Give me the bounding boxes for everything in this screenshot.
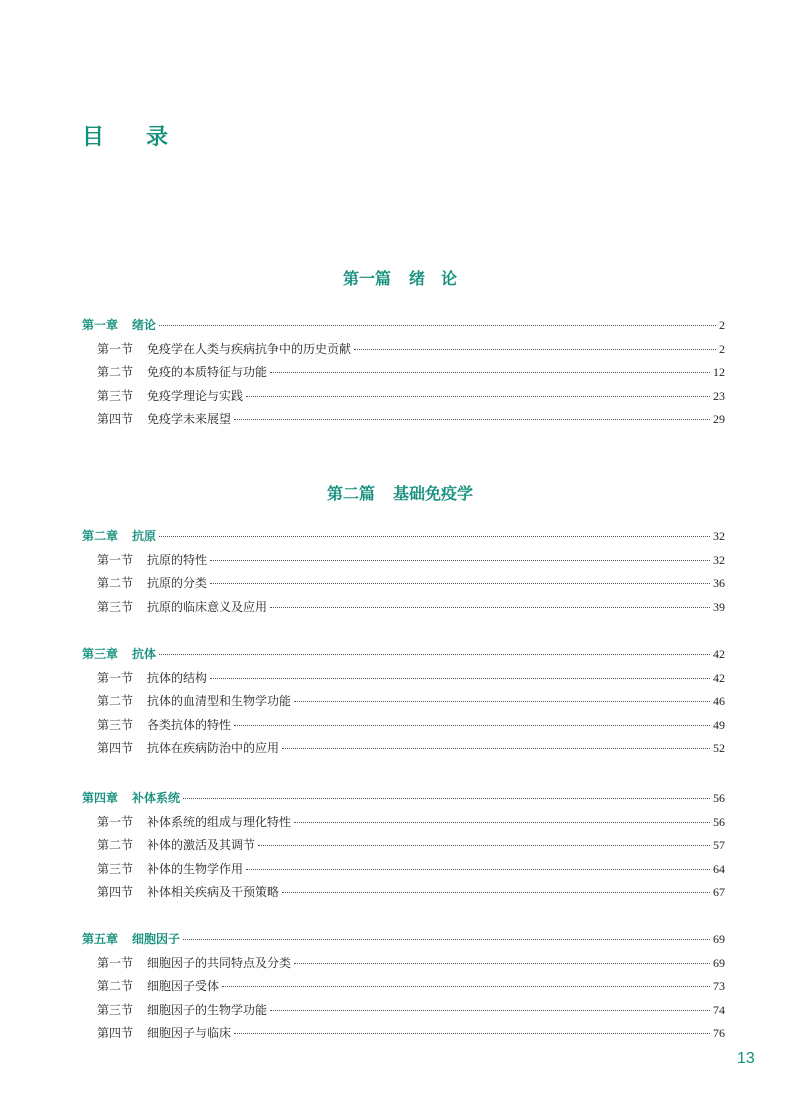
section-title: 免疫学未来展望 <box>147 412 232 426</box>
toc-section-row[interactable] <box>97 410 725 428</box>
section-title: 补体系统的组成与理化特性 <box>147 814 292 829</box>
toc-section-row[interactable] <box>97 836 725 854</box>
section-number: 第四节 <box>97 885 134 899</box>
dot-leader <box>294 963 710 964</box>
dot-leader <box>159 325 716 326</box>
page-ref: 49 <box>713 717 725 732</box>
page-ref: 42 <box>713 670 725 685</box>
dot-leader <box>282 892 710 893</box>
chapter-number: 第三章 <box>82 647 119 661</box>
toc-section-row[interactable] <box>97 363 725 381</box>
dot-leader <box>234 419 710 420</box>
page-ref: 42 <box>713 647 725 661</box>
section-number: 第三节 <box>97 1002 134 1017</box>
page-ref: 23 <box>713 388 725 403</box>
section-number: 第一节 <box>97 955 134 970</box>
dot-leader <box>294 822 710 823</box>
page-ref: 56 <box>713 791 725 805</box>
dot-leader <box>183 939 710 940</box>
toc-chapter-row[interactable] <box>82 930 725 948</box>
dot-leader <box>234 725 710 726</box>
page-title-char: 目 <box>82 125 105 150</box>
page-ref: 64 <box>713 861 725 876</box>
section-title: 各类抗体的特性 <box>147 717 232 732</box>
section-number: 第四节 <box>97 1026 134 1040</box>
section-number: 第二节 <box>97 576 134 590</box>
toc-section-row[interactable] <box>97 813 725 831</box>
part-heading <box>0 266 800 289</box>
section-number: 第一节 <box>97 670 134 685</box>
section-number: 第一节 <box>97 814 134 829</box>
page-ref: 46 <box>713 694 725 708</box>
section-number: 第二节 <box>97 979 134 993</box>
chapter-title: 抗体 <box>132 647 157 661</box>
toc-section-row[interactable] <box>97 1001 725 1019</box>
page-ref: 57 <box>713 838 725 852</box>
toc-section-row[interactable] <box>97 954 725 972</box>
chapter-number: 第一章 <box>82 318 119 332</box>
chapter-title: 补体系统 <box>132 791 181 805</box>
page-number: 13 <box>737 1050 755 1067</box>
section-title: 细胞因子的共同特点及分类 <box>147 955 292 970</box>
toc-chapter-row[interactable] <box>82 527 725 545</box>
section-title: 抗原的特性 <box>147 552 208 567</box>
section-number: 第四节 <box>97 741 134 755</box>
part-name: 基础免疫学 <box>393 484 474 503</box>
dot-leader <box>210 560 710 561</box>
page-ref: 69 <box>713 955 725 970</box>
section-title: 抗体的血清型和生物学功能 <box>147 694 292 708</box>
chapter-number: 第五章 <box>82 932 119 946</box>
section-title: 补体相关疾病及干预策略 <box>147 885 280 899</box>
toc-section-row[interactable] <box>97 598 725 616</box>
section-title: 免疫学理论与实践 <box>147 388 244 403</box>
dot-leader <box>246 396 710 397</box>
toc-section-row[interactable] <box>97 551 725 569</box>
section-title: 抗原的临床意义及应用 <box>147 599 268 614</box>
dot-leader <box>246 869 710 870</box>
section-number: 第二节 <box>97 694 134 708</box>
dot-leader <box>354 349 716 350</box>
page-ref: 36 <box>713 576 725 590</box>
toc-chapter-row[interactable] <box>82 645 725 663</box>
section-title: 细胞因子的生物学功能 <box>147 1002 268 1017</box>
section-number: 第二节 <box>97 838 134 852</box>
section-number: 第三节 <box>97 861 134 876</box>
dot-leader <box>159 536 710 537</box>
toc-section-row[interactable] <box>97 669 725 687</box>
page-title-char: 录 <box>146 125 169 150</box>
toc-section-row[interactable] <box>97 739 725 757</box>
dot-leader <box>234 1033 710 1034</box>
page-ref: 74 <box>713 1002 725 1017</box>
page-ref: 69 <box>713 932 725 946</box>
dot-leader <box>282 748 710 749</box>
page-ref: 76 <box>713 1026 725 1040</box>
dot-leader <box>159 654 710 655</box>
section-number: 第二节 <box>97 365 134 379</box>
dot-leader <box>183 798 710 799</box>
part-label: 第一篇 <box>342 269 391 288</box>
page-ref: 2 <box>719 318 725 332</box>
section-number: 第一节 <box>97 341 134 356</box>
toc-section-row[interactable] <box>97 977 725 995</box>
section-title: 细胞因子与临床 <box>147 1026 232 1040</box>
page-ref: 56 <box>713 814 725 829</box>
section-title: 补体的激活及其调节 <box>147 838 256 852</box>
chapter-title: 细胞因子 <box>132 932 181 946</box>
toc-chapter-row[interactable] <box>82 316 725 334</box>
dot-leader <box>210 678 710 679</box>
section-title: 抗体在疾病防治中的应用 <box>147 741 280 755</box>
toc-section-row[interactable] <box>97 1024 725 1042</box>
dot-leader <box>270 1010 710 1011</box>
chapter-title: 绪论 <box>132 318 157 332</box>
section-number: 第一节 <box>97 552 134 567</box>
toc-section-row[interactable] <box>97 860 725 878</box>
section-number: 第三节 <box>97 717 134 732</box>
section-number: 第三节 <box>97 388 134 403</box>
page-ref: 73 <box>713 979 725 993</box>
section-title: 免疫的本质特征与功能 <box>147 365 268 379</box>
dot-leader <box>294 701 710 702</box>
toc-section-row[interactable] <box>97 692 725 710</box>
dot-leader <box>258 845 710 846</box>
section-title: 细胞因子受体 <box>147 979 220 993</box>
page-ref: 39 <box>713 599 725 614</box>
part-heading <box>0 481 800 504</box>
page-ref: 12 <box>713 365 725 379</box>
part-name: 绪 论 <box>409 269 458 288</box>
chapter-number: 第四章 <box>82 791 119 805</box>
section-title: 补体的生物学作用 <box>147 861 244 876</box>
dot-leader <box>210 583 710 584</box>
toc-chapter-row[interactable] <box>82 789 725 807</box>
toc-section-row[interactable] <box>97 387 725 405</box>
page-ref: 32 <box>713 552 725 567</box>
dot-leader <box>270 607 710 608</box>
page-ref: 52 <box>713 741 725 755</box>
section-number: 第四节 <box>97 412 134 426</box>
dot-leader <box>222 986 710 987</box>
section-title: 免疫学在人类与疾病抗争中的历史贡献 <box>147 341 352 356</box>
section-number: 第三节 <box>97 599 134 614</box>
toc-section-row[interactable] <box>97 883 725 901</box>
toc-section-row[interactable] <box>97 340 725 358</box>
page-ref: 29 <box>713 412 725 426</box>
toc-section-row[interactable] <box>97 716 725 734</box>
section-title: 抗体的结构 <box>147 670 208 685</box>
toc-section-row[interactable] <box>97 574 725 592</box>
part-label: 第二篇 <box>326 484 375 503</box>
page-ref: 67 <box>713 885 725 899</box>
chapter-number: 第二章 <box>82 529 119 543</box>
section-title: 抗原的分类 <box>147 576 208 590</box>
chapter-title: 抗原 <box>132 529 157 543</box>
page-ref: 32 <box>713 529 725 543</box>
dot-leader <box>270 372 710 373</box>
page-ref: 2 <box>719 341 725 356</box>
